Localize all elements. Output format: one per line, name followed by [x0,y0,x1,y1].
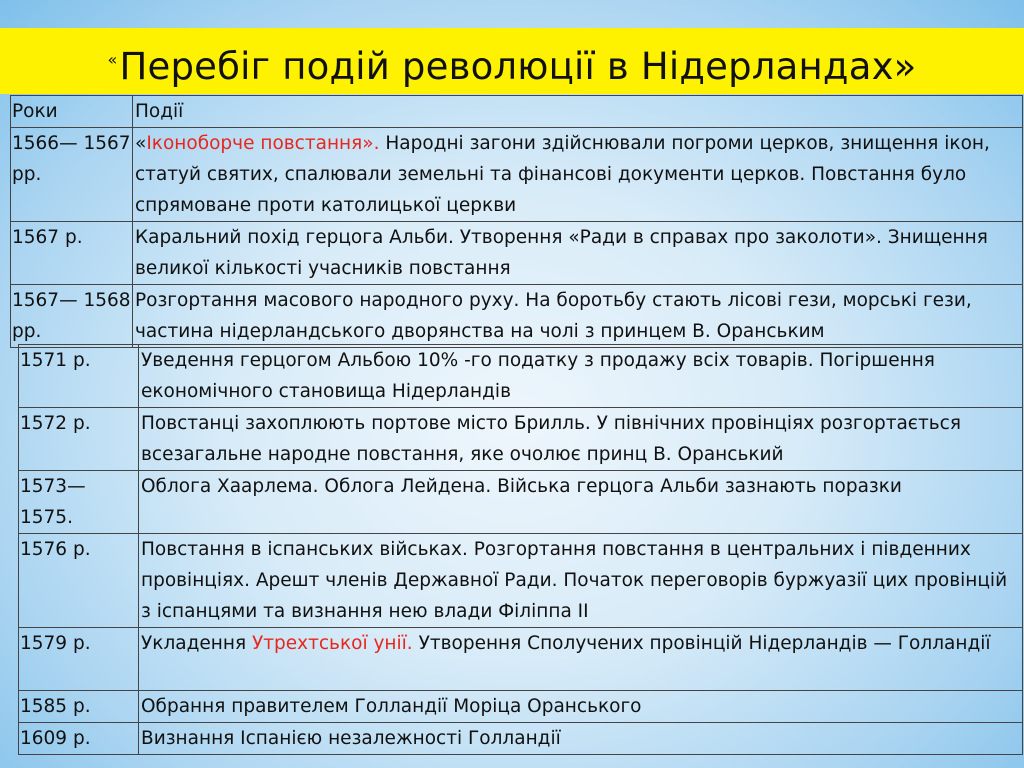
events-table-top [10,95,1023,348]
events-table-bottom [18,344,1023,755]
row-years: 1566— 1567 рр. [11,128,133,222]
row-years: 1573— 1575. [19,471,139,534]
page-title [107,37,916,90]
row-event-highlight: Іконоборче повстання». [146,133,380,154]
row-event: Каральний похід герцога Альби. Утворення «Ради в справах про заколоти». Знищення великої кількості учасників повстання [133,222,1023,285]
table-row [11,285,1023,348]
row-event: Облога Хаарлема. Облога Лейдена. Війська герцога Альби зазнають поразки [139,471,1023,534]
table-row [19,723,1023,755]
row-event [139,628,1023,691]
row-years: 1576 р. [19,534,139,628]
row-years: 1585 р. [19,691,139,723]
row-event-prefix: Укладення [141,633,252,654]
row-event: Повстання в іспанських військах. Розгортання повстання в центральних і південних провінціях. Арешт членів Державної Ради. Початок переговорів буржуазії цих провінцій з іспанцями та визнання нею влади Філіппа II [139,534,1023,628]
row-event: Повстанці захоплюють портове місто Брилль. У північних провінціях розгортається всезагальне народне повстання, яке очолює принц В. Оранський [139,408,1023,471]
table-row [19,408,1023,471]
table-row [19,628,1023,691]
row-event: Розгортання масового народного руху. На боротьбу стають лісові гези, морські гези, частина нідерландського дворянства на чолі з принцем В. Оранським [133,285,1023,348]
title-open-quote: « [107,50,118,69]
row-event-text: Народні загони здійснювали погроми церков, знищення ікон, статуй святих, спалювали земельні та фінансові документи церков. Повстання було спрямоване проти католицької церкви [135,133,990,216]
header-years: Роки [11,96,133,128]
table-header-row [11,96,1023,128]
row-event: Уведення герцогом Альбою 10% -го податку з продажу всіх товарів. Погіршення економічного становища Нідерландів [139,345,1023,408]
header-events: Події [133,96,1023,128]
table-row [19,534,1023,628]
row-event: Визнання Іспанією незалежності Голландії [139,723,1023,755]
row-event-text: Утворення Сполучених провінцій Нідерландів — Голландії [412,633,991,654]
row-years: 1567 р. [11,222,133,285]
table-row [19,471,1023,534]
table-row [11,128,1023,222]
row-event-highlight: Утрехтської унії. [251,633,413,654]
row-event-prefix: « [135,133,147,154]
row-years: 1579 р. [19,628,139,691]
row-years: 1567— 1568 рр. [11,285,133,348]
table-row [11,222,1023,285]
table-row [19,691,1023,723]
title-banner [0,28,1024,94]
row-event: Обрання правителем Голландії Моріца Оранського [139,691,1023,723]
title-text: Перебіг подій революції в Нідерландах» [119,45,917,88]
row-years: 1572 р. [19,408,139,471]
row-years: 1609 р. [19,723,139,755]
table-row [19,345,1023,408]
row-event [133,128,1023,222]
row-years: 1571 р. [19,345,139,408]
